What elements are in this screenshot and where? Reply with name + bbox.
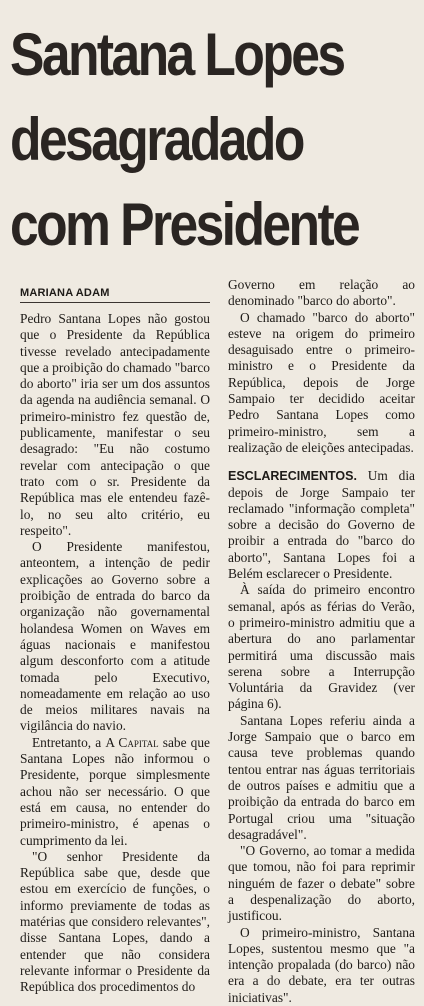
left-column <box>20 311 210 995</box>
paragraph-text: Um dia depois de Jorge Sampaio ter reclamado "informação completa" sobre a decisão do Governo de proibir a entrada do "barco do aborto", Santana Lopes foi a Belém esclarecer o Presidente. <box>228 468 415 582</box>
paragraph: O chamado "barco do aborto" esteve na origem do primeiro desaguisado entre o primeiro-ministro e o Presidente da República, depois de Jorge Sampaio ter decidido aceitar Pedro Santana Lopes como primeiro-ministro, sem a realização de eleições antecipadas. <box>228 309 415 455</box>
paragraph: À saída do primeiro encontro semanal, após as férias do Verão, o primeiro-ministro admitiu que a abertura do ano parlamentar permitirá uma discussão mais serena sobre a Interrupção Voluntária da Gravidez (ver página 6). <box>228 582 415 712</box>
byline: MARIANA ADAM <box>20 287 210 303</box>
paragraph-text: Entretanto, a <box>32 734 106 750</box>
paragraph: "O senhor Presidente da República sabe que, desde que estou em exercício de funções, o informo previamente de todas as matérias que considero relevantes", disse Santana Lopes, dando a entender que não considera relevante informar o Presidente da República dos procedimentos do <box>20 848 210 995</box>
paragraph <box>20 735 210 849</box>
paragraph: Governo em relação ao denominado "barco do aborto". <box>228 277 415 309</box>
publication-name: A Capital <box>105 734 159 750</box>
paragraph: Pedro Santana Lopes não gostou que o Presidente da República tivesse revelado antecipadamente que a proibição do chamado "barco do aborto" iria ser um dos assuntos da agenda na audiência semanal. O primeiro-ministro fez questão de, publicamente, manifestar o seu desagrado: "Eu não costumo revelar com antecipação o que trato com o sr. Presidente da República mas ele entendeu fazê-lo, no seu alto critério, eu respeito". <box>20 311 210 538</box>
paragraph: Santana Lopes referiu ainda a Jorge Sampaio que o barco em causa teve problemas quando tentou entrar nas águas territoriais de outros países e admitiu que a proibição da entrada do barco em Portugal criou uma "situação desagradável". <box>228 712 415 842</box>
section-lead: ESCLARECIMENTOS. <box>228 469 357 484</box>
section-paragraph <box>228 468 415 582</box>
article-headline <box>10 12 357 267</box>
paragraph-text: sabe que Santana Lopes não informou o Presidente, porque simplesmente achou não ser necessário. O que está em causa, no entender do primeiro-ministro, é apenas o cumprimento da lei. <box>20 734 210 848</box>
paragraph: "O Governo, ao tomar a medida que tomou, não foi para reprimir ninguém de fazer o debate" sobre a despenalização do aborto, justificou. <box>228 843 415 924</box>
headline-line-2: desagradado <box>10 106 303 173</box>
right-column <box>228 277 415 1006</box>
headline-line-1: Santana Lopes <box>10 21 344 88</box>
headline-line-3: com Presidente <box>10 191 359 258</box>
paragraph: O primeiro-ministro, Santana Lopes, sustentou mesmo que "a intenção propalada (do barco) não era a do debate, era ter outras iniciativas". <box>228 924 415 1005</box>
paragraph: O Presidente manifestou, anteontem, a intenção de pedir explicações ao Governo sobre a proibição de entrada do barco da organização não governamental holandesa Women on Waves em águas nacionais e manifestou algum desconforto com a atitude tomada pelo Executivo, nomeadamente em relação ao uso de meios militares navais na vigilância do navio. <box>20 539 210 734</box>
